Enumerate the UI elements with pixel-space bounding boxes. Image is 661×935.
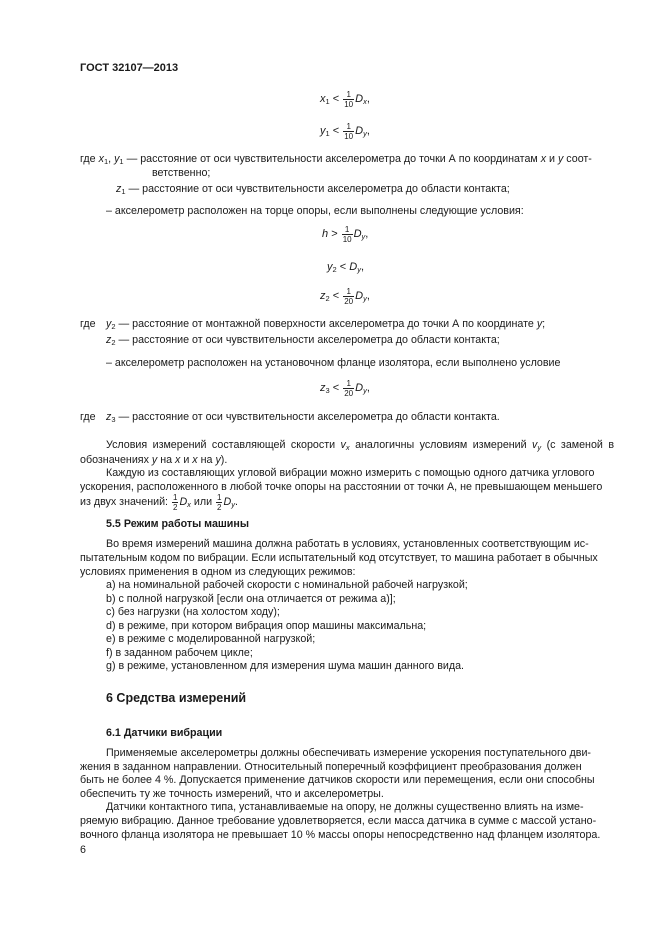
mode-list-item: f) в заданном рабочем цикле; — [106, 647, 253, 659]
formula-z2: $z_2$ < $\frac{1}{20}$ $D_y$, — [320, 286, 370, 306]
where-line-z3: $z_3$ — расстояние от оси чувствительности акселерометра до области контакта. — [106, 411, 500, 424]
where-gde-2: где — [80, 318, 96, 330]
section-6-1-para2-line: Датчики контактного типа, устанавливаемые на опору, не должны существенно влиять на изме- — [106, 801, 584, 813]
section-6-1-para2-line: ряемую вибрацию. Данное требование удовлетворяется, если масса датчика в сумме с массой устано- — [80, 815, 597, 827]
section-6-1-title: 6.1 Датчики вибрации — [106, 727, 223, 739]
formula-h: h > $\frac{1}{10}$ $D_y$, — [322, 224, 369, 244]
where-line-x1-y1: где $x_1$, $y_1$ — расстояние от оси чувствительности акселерометра до точки А по координатам x и y соот- — [80, 153, 592, 166]
paragraph-angular-line3: из двух значений: $\frac{1}{2}$ $D_x$ или $\frac{1}{2}$ $D_y$. — [80, 492, 238, 512]
formula-z3: $z_3$ < $\frac{1}{20}$ $D_y$, — [320, 378, 370, 398]
section-6-1-para2-line: вочного фланца изолятора не превышает 10 % массы опоры непосредственно над фланцем изолятора. — [80, 829, 601, 841]
section-6-1-para1-line: Применяемые акселерометры должны обеспечивать измерение ускорения поступательного дви- — [106, 747, 591, 759]
paragraph-angular-line1: Каждую из составляющих угловой вибрации можно измерить с помощью одного датчика углового — [106, 467, 595, 479]
paragraph-velocity-line2: обозначениях y на x и x на y). — [80, 454, 228, 466]
where-line-y2: $y_2$ — расстояние от монтажной поверхности акселерометра до точки А по координате y; — [106, 318, 546, 331]
section-6-title: 6 Средства измерений — [106, 691, 247, 705]
paragraph-velocity-line1: Условия измерений составляющей скорости $v_x$ аналогичны условиям измерений $v_y$ (с заменой в — [106, 439, 614, 452]
mode-list-item: e) в режиме с моделированной нагрузкой; — [106, 633, 316, 645]
formula-y1: $y_1$ < $\frac{1}{10}$ $D_y$, — [320, 121, 370, 141]
where-line-cont: ветственно; — [152, 167, 211, 179]
section-6-1-para1-line: быть не более 4 %. Допускается применение датчиков скорости или перемещения, если они способны — [80, 774, 595, 786]
page-number: 6 — [80, 844, 86, 856]
section-6-1-para1-line: обеспечить ту же точность измерений, что и акселерометры. — [80, 788, 384, 800]
where-line-z1: $z_1$ — расстояние от оси чувствительности акселерометра до области контакта; — [116, 183, 510, 196]
paragraph-angular-line2: ускорения, расположенного в любой точке опоры на расстоянии от точки А, не превышающем меньшего — [80, 481, 603, 493]
bullet-flange-mount: – акселерометр расположен на установочном фланце изолятора, если выполнено условие — [106, 357, 561, 369]
mode-list-item: d) в режиме, при котором вибрация опор машины максимальна; — [106, 620, 427, 632]
where-line-z2: $z_2$ — расстояние от оси чувствительности акселерометра до области контакта; — [106, 334, 500, 347]
mode-list-item: a) на номинальной рабочей скорости с номинальной рабочей нагрузкой; — [106, 579, 468, 591]
mode-list-item: g) в режиме, установленном для измерения шума машин данного вида. — [106, 660, 465, 672]
document-header: ГОСТ 32107—2013 — [80, 62, 179, 74]
mode-list-item: c) без нагрузки (на холостом ходу); — [106, 606, 280, 618]
formula-y2: $y_2 < D_y$, — [327, 261, 364, 274]
section-6-1-para1-line: жения в заданном направлении. Относительный поперечный коэффициент преобразования должен — [80, 761, 582, 773]
bullet-end-mount: – акселерометр расположен на торце опоры, если выполнены следующие условия: — [106, 205, 524, 217]
section-5-5-line: пытательным кодом по вибрации. Если испытательный код отсутствует, то машина работает в обычных — [80, 552, 598, 564]
formula-x1: $x_1$ < $\frac{1}{10}$ $D_x$, — [320, 89, 370, 109]
section-5-5-line: условиях применения в одном из следующих режимов: — [80, 566, 356, 578]
section-5-5-title: 5.5 Режим работы машины — [106, 518, 249, 530]
section-5-5-line: Во время измерений машина должна работать в условиях, установленных соответствующим ис- — [106, 538, 589, 550]
mode-list-item: b) с полной нагрузкой [если она отличается от режима a)]; — [106, 593, 396, 605]
where-gde-3: где — [80, 411, 96, 423]
